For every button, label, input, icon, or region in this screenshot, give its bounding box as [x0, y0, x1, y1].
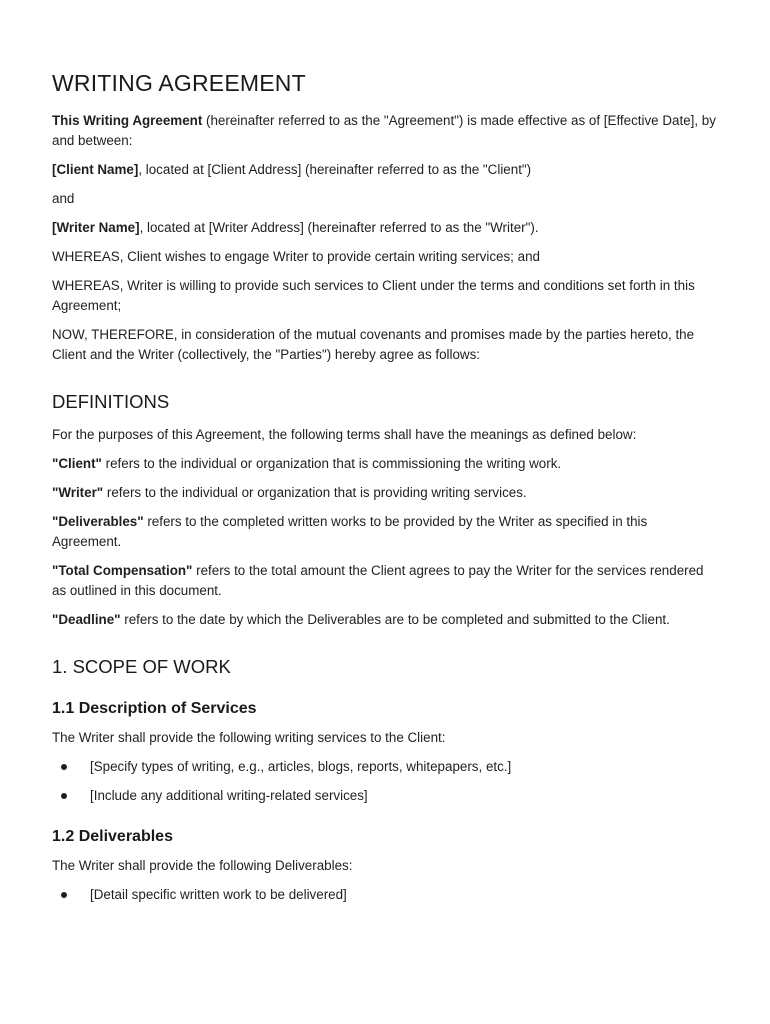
- intro-bold-term: This Writing Agreement: [52, 113, 203, 128]
- definition-text: refers to the date by which the Deliverables are to be completed and submitted to the Client.: [120, 612, 670, 627]
- client-name-placeholder: [Client Name]: [52, 162, 139, 177]
- writer-party-line: [52, 218, 718, 238]
- scope-of-work-heading: 1. SCOPE OF WORK: [52, 656, 231, 677]
- and-line: and: [52, 191, 75, 206]
- definition-text: refers to the total amount the Client agrees to pay the Writer for the services rendered as outlined in this document.: [52, 563, 704, 598]
- definition-text: refers to the individual or organization that is providing writing services.: [103, 485, 527, 500]
- writer-name-placeholder: [Writer Name]: [52, 220, 140, 235]
- definition-item: [52, 561, 718, 601]
- definitions-lead: For the purposes of this Agreement, the following terms shall have the meanings as defined below:: [52, 427, 637, 442]
- list-item-text: [Include any additional writing-related services]: [90, 788, 368, 803]
- deliverables-heading: 1.2 Deliverables: [52, 828, 173, 845]
- intro-paragraph: [52, 111, 718, 151]
- definition-text: refers to the individual or organization that is commissioning the writing work.: [101, 456, 562, 471]
- definitions-heading: DEFINITIONS: [52, 391, 170, 412]
- list-item: [52, 885, 718, 905]
- definition-term: "Writer": [52, 485, 104, 500]
- bullet-icon: [61, 764, 67, 770]
- deliverables-list: [52, 885, 718, 905]
- definition-term: "Total Compensation": [52, 563, 193, 578]
- list-item-text: [Detail specific written work to be delivered]: [90, 887, 347, 902]
- definition-item: [52, 610, 718, 630]
- definition-term: "Deliverables": [52, 514, 144, 529]
- writer-party-text: , located at [Writer Address] (hereinafter referred to as the "Writer").: [139, 220, 539, 235]
- definition-term: "Deadline": [52, 612, 121, 627]
- description-of-services-heading: 1.1 Description of Services: [52, 700, 257, 717]
- list-item: [52, 757, 718, 777]
- deliverables-lead: The Writer shall provide the following Deliverables:: [52, 858, 353, 873]
- now-therefore-clause: NOW, THEREFORE, in consideration of the mutual covenants and promises made by the parties hereto, the Client and the Writer (collectively, the "Parties") hereby agree as follows:: [52, 327, 695, 362]
- document-title: WRITING AGREEMENT: [52, 70, 306, 96]
- definition-term: "Client": [52, 456, 102, 471]
- whereas-clause-2: WHEREAS, Writer is willing to provide such services to Client under the terms and conditions set forth in this Agreement;: [52, 278, 695, 313]
- client-party-text: , located at [Client Address] (hereinafter referred to as the "Client"): [138, 162, 532, 177]
- client-party-line: [52, 160, 718, 180]
- list-item: [52, 786, 718, 806]
- services-list: [52, 757, 718, 806]
- intro-text: (hereinafter referred to as the "Agreement") is made effective as of [Effective Date], by and between:: [52, 113, 716, 148]
- services-lead: The Writer shall provide the following writing services to the Client:: [52, 730, 446, 745]
- definition-item: [52, 454, 718, 474]
- whereas-clause-1: WHEREAS, Client wishes to engage Writer to provide certain writing services; and: [52, 249, 540, 264]
- definition-text: refers to the completed written works to be provided by the Writer as specified in this Agreement.: [52, 514, 648, 549]
- definition-item: [52, 512, 718, 552]
- definition-item: [52, 483, 718, 503]
- bullet-icon: [61, 793, 67, 799]
- list-item-text: [Specify types of writing, e.g., articles, blogs, reports, whitepapers, etc.]: [90, 759, 512, 774]
- bullet-icon: [61, 892, 67, 898]
